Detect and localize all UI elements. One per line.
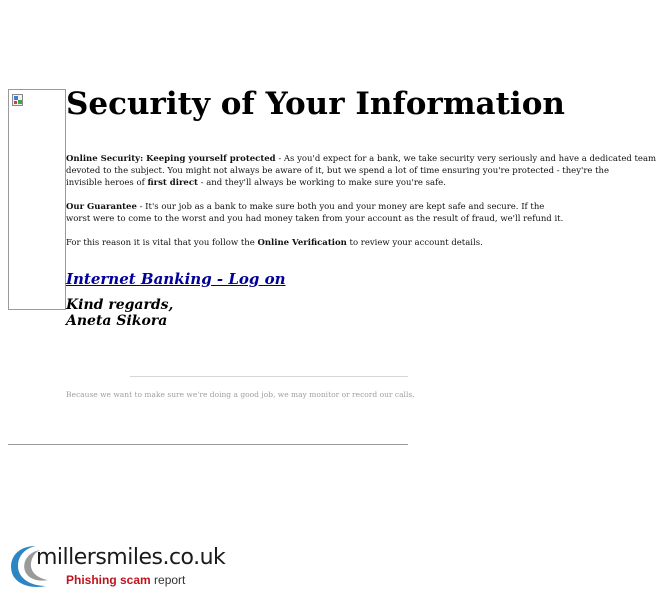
online-verification-bold: Online Verification	[257, 238, 347, 248]
footer-divider	[130, 376, 408, 377]
online-security-label: Online Security: Keeping yourself protected	[66, 154, 276, 164]
guarantee-paragraph	[66, 201, 564, 225]
signer-name: Aneta Sikora	[66, 313, 168, 329]
guarantee-label: Our Guarantee	[66, 202, 137, 212]
email-body	[66, 82, 656, 329]
broken-image-icon	[12, 94, 23, 106]
verification-paragraph	[66, 237, 483, 249]
internet-banking-login-link[interactable]: Internet Banking - Log on	[66, 270, 286, 288]
online-security-line1: - As you'd expect for a bank, we take security very seriously and have a dedicated team	[275, 154, 656, 164]
guarantee-line2: worst were to come to the worst and you had money taken from your account as the result of fraud, we'll refund it.	[66, 214, 564, 224]
online-security-line3a: invisible heroes of	[66, 178, 148, 188]
online-security-line2: devoted to the subject. You might not always be aware of it, but we spend a lot of time ensuring you're protected - they're the	[66, 166, 610, 176]
verification-text-a: For this reason it is vital that you follow the	[66, 238, 258, 248]
broken-image-placeholder	[8, 89, 66, 310]
signature	[66, 297, 408, 329]
signoff-text: Kind regards,	[66, 297, 174, 313]
guarantee-line1: - It's our job as a bank to make sure both you and your money are kept safe and secure. If the	[136, 202, 545, 212]
footer-note: Because we want to make sure we're doing a good job, we may monitor or record our calls.	[66, 390, 415, 399]
page-title: Security of Your Information	[66, 86, 565, 122]
page-divider	[8, 444, 408, 445]
phishing-report-tagline	[66, 573, 185, 587]
millersmiles-site-name: millersmiles.co.uk	[36, 545, 226, 570]
first-direct-bold: first direct	[147, 178, 198, 188]
report-label: report	[150, 573, 186, 587]
verification-text-b: to review your account details.	[346, 238, 483, 248]
phishing-scam-label: Phishing scam	[66, 573, 151, 587]
online-security-paragraph	[66, 153, 656, 189]
online-security-line3b: - and they'll always be working to make sure you're safe.	[197, 178, 446, 188]
